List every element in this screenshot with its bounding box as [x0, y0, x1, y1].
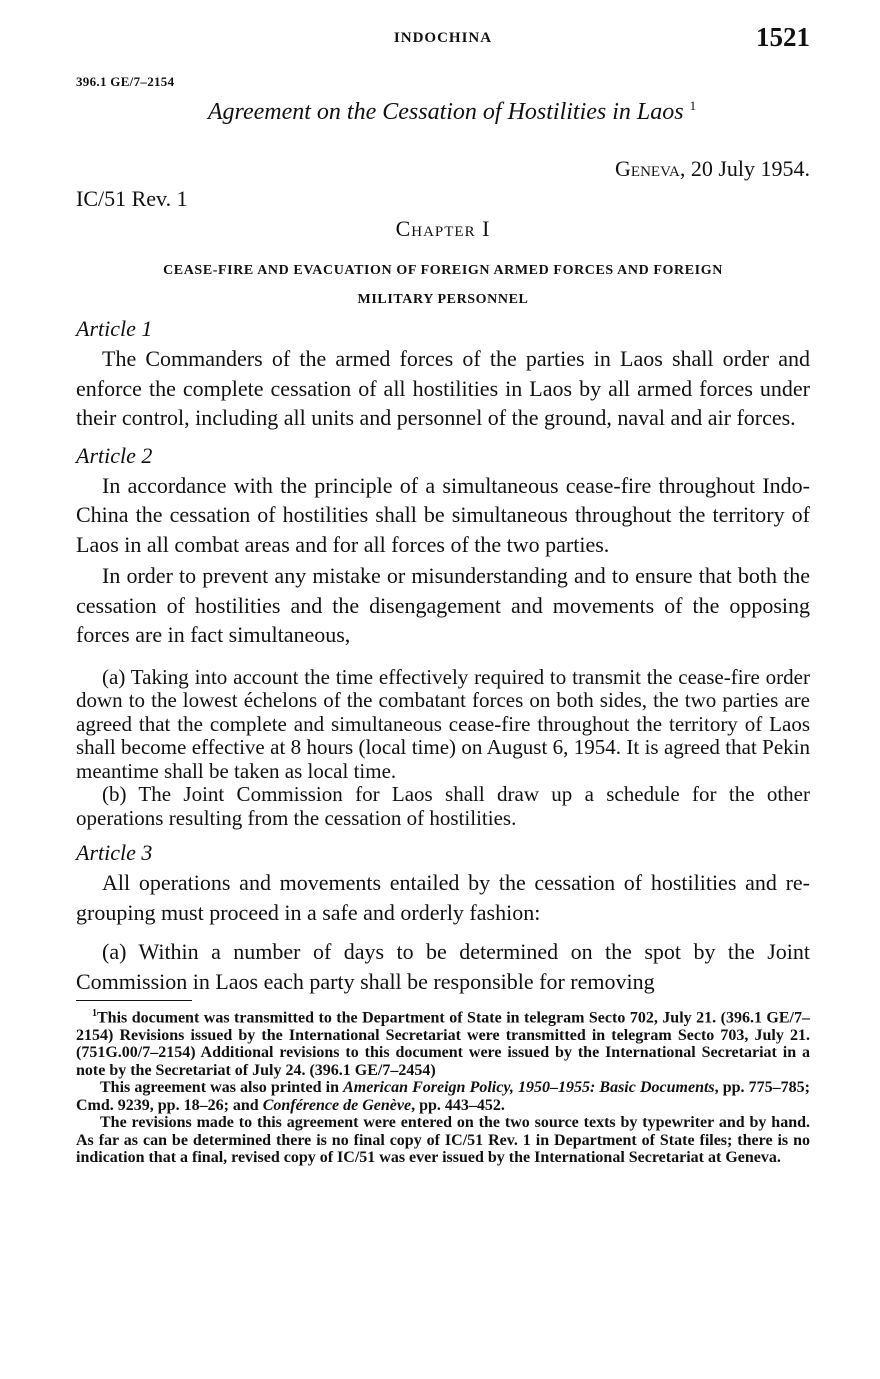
footnote-mark: 1: [92, 1008, 97, 1019]
document-id: IC/51 Rev. 1: [76, 186, 188, 211]
chapter-heading-line: MILITARY PERSONNEL: [357, 292, 529, 307]
footnote-text: This document was transmitted to the Department of State in telegram Secto 702, July 21. (396.1 GE/7–2154) Revisions issued by the International Secretariat were transmitted in telegram Secto 703, July 21. (751G.00/7–2154) Additional revisions to this document were issued by the International Secretariat in a note by the Secretariat of July 24. (396.1 GE/7–2454): [76, 1009, 810, 1079]
page-number: 1521: [756, 22, 810, 52]
footnote-text: , pp. 443–452.: [411, 1096, 505, 1114]
date: , 20 July 1954.: [679, 156, 810, 181]
footnote: The revisions made to this agreement were entered on the two source texts by typewriter and by hand. As far as can be determined there is no final copy of IC/51 Rev. 1 in Department of State files; there is no indication that a final, revised copy of IC/51 was ever issued by the International Secretariat at Geneva.: [76, 1114, 810, 1167]
footnote-text: This agreement was also printed in: [100, 1079, 344, 1097]
place: Geneva: [615, 156, 680, 181]
document-page: [76, 22, 810, 1167]
article-1-heading: Article 1: [76, 316, 153, 341]
document-title: [76, 98, 810, 126]
file-number: 396.1 GE/7–2154: [76, 74, 175, 89]
chapter-heading-line: CEASE-FIRE AND EVACUATION OF FOREIGN ARMED FORCES AND FOREIGN: [163, 263, 723, 278]
article-3-heading: Article 3: [76, 840, 153, 865]
article-1-paragraph: The Commanders of the armed forces of the parties in Laos shall order and enforce the complete cessation of all hostilities in Laos by all armed forces under their control, including all units and personnel of the ground, naval and air forces.: [76, 346, 810, 430]
article-2-paragraph: In accordance with the principle of a simultaneous cease-fire throughout Indo-China the cessation of hostilities shall be simultaneous throughout the territory of Laos in all combat areas and for all forces of the two parties.: [76, 472, 810, 557]
article-2-heading: Article 2: [76, 442, 153, 468]
chapter-heading: [76, 256, 810, 314]
article-3-subparagraph-a: (a) Within a number of days to be determined on the spot by the Joint Commission in Laos each party shall be responsible for removing: [76, 939, 810, 994]
citation-title: Conférence de Genève: [262, 1096, 412, 1114]
chapter-title: Chapter I: [395, 216, 491, 241]
place-date: [76, 156, 810, 182]
footnote: [76, 1079, 810, 1114]
citation-title: American Foreign Policy, 1950–1955: Basic Documents: [343, 1079, 715, 1097]
footnote-text: , pp. 775–785; Cmd. 9239, pp. 18–26; and: [76, 1079, 811, 1114]
footnote: [76, 1005, 810, 1079]
article-3-paragraph: All operations and movements entailed by the cessation of hostilities and re-grouping must proceed in a safe and orderly fashion:: [76, 870, 810, 925]
footnote-reference: 1: [689, 98, 697, 113]
document-title-text: Agreement on the Cessation of Hostilities in Laos: [207, 99, 684, 125]
article-2-subparagraph-b: (b) The Joint Commission for Laos shall draw up a schedule for the other operations resulting from the cessation of hostilities.: [76, 782, 810, 830]
running-head: [76, 22, 810, 58]
footnote-divider: [76, 1000, 192, 1001]
running-title: INDOCHINA: [393, 30, 493, 46]
article-2-paragraph: In order to prevent any mistake or misunderstanding and to ensure that both the cessation of hostilities and the disengagement and movements of the opposing forces are in fact simultaneous,: [76, 563, 810, 647]
article-2-subparagraph-a: (a) Taking into account the time effectively required to transmit the cease-fire order down to the lowest échelons of the combatant forces on both sides, the two parties are agreed that the complete and simultaneous cease-fire throughout the territory of Laos shall become effective at 8 hours (local time) on August 6, 1954. It is agreed that Pekin meantime shall be taken as local time.: [76, 664, 810, 783]
